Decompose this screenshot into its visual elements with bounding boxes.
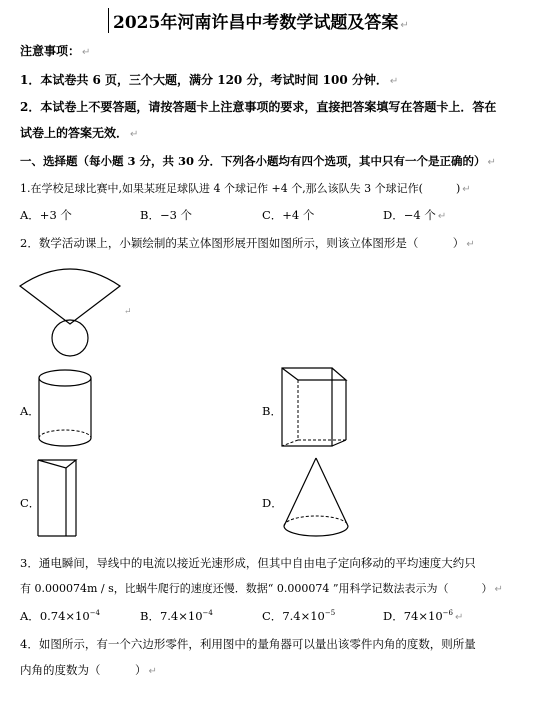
- notes-heading: 注意事项： ↵: [20, 44, 91, 58]
- note-2-cont: 试卷上的答案无效． ↵: [20, 126, 139, 140]
- question-3-line-1: 3．通电瞬间，导线中的电流以接近光速形成，但其中自由电子定向移动的平均速度大约只: [20, 556, 476, 570]
- q1-option-a: A．+3 个: [20, 208, 72, 222]
- question-2: 2．数学活动课上，小颖绘制的某立体图形展开图如图所示，则该立体图形是（ ） ↵: [20, 236, 475, 250]
- q2-option-b-label: B．: [262, 404, 282, 418]
- q2-option-d-label: D．: [262, 496, 283, 510]
- cuboid-icon: [280, 366, 350, 456]
- page-title: 2025年河南许昌中考数学试题及答案 ↵: [108, 8, 409, 33]
- question-4-line-1: 4．如图所示，有一个六边形零件，利用图中的量角器可以量出该零件内角的度数，则所量: [20, 637, 476, 651]
- section-heading: 一、选择题（每小题 3 分，共 30 分．下列各小题均有四个选项，其中只有一个是正确的） ↵: [20, 154, 496, 168]
- q2-option-a-label: A．: [20, 404, 40, 418]
- note-2: 2．本试卷上不要答题，请按答题卡上注意事项的要求，直接把答案填写在答题卡上．答在: [20, 100, 497, 114]
- q3-option-a: A．$0.74\times 10^{-4}$: [20, 609, 101, 623]
- triangular-prism-icon: [36, 456, 86, 541]
- question-1: 1.在学校足球比赛中,如果某班足球队进 4 个球记作 +4 个,那么该队失 3 个球记作( ) ↵: [20, 182, 471, 195]
- cone-icon: [280, 456, 355, 546]
- q3-option-c: C．$7.4\times 10^{-5}$: [262, 609, 336, 623]
- circle-shape: [52, 320, 88, 356]
- q1-option-c: C．+4 个: [262, 208, 315, 222]
- cylinder-icon: [36, 368, 96, 453]
- note-1: 1．本试卷共 6 页，三个大题，满分 120 分，考试时间 100 分钟． ↵: [20, 73, 399, 87]
- cone-net-figure: [18, 262, 132, 362]
- paragraph-mark-icon: ↵: [400, 20, 409, 31]
- q1-option-b: B．−3 个: [140, 208, 193, 222]
- q3-option-d: D．$74\times 10^{-6}$ ↵: [383, 609, 464, 623]
- q3-option-b: B．$7.4\times 10^{-4}$: [140, 609, 213, 623]
- question-4-line-2: 内角的度数为（ ） ↵: [20, 663, 157, 677]
- q2-option-c-label: C．: [20, 496, 41, 510]
- q1-option-d: D．−4 个 ↵: [383, 208, 447, 222]
- sector-shape: [20, 269, 120, 324]
- svg-text:↵: ↵: [124, 307, 132, 317]
- question-3-line-2: 有 0.000074m / s，比蜗牛爬行的速度还慢．数据“ 0.000074 ”用科学记数法表示为（ ） ↵: [20, 582, 503, 595]
